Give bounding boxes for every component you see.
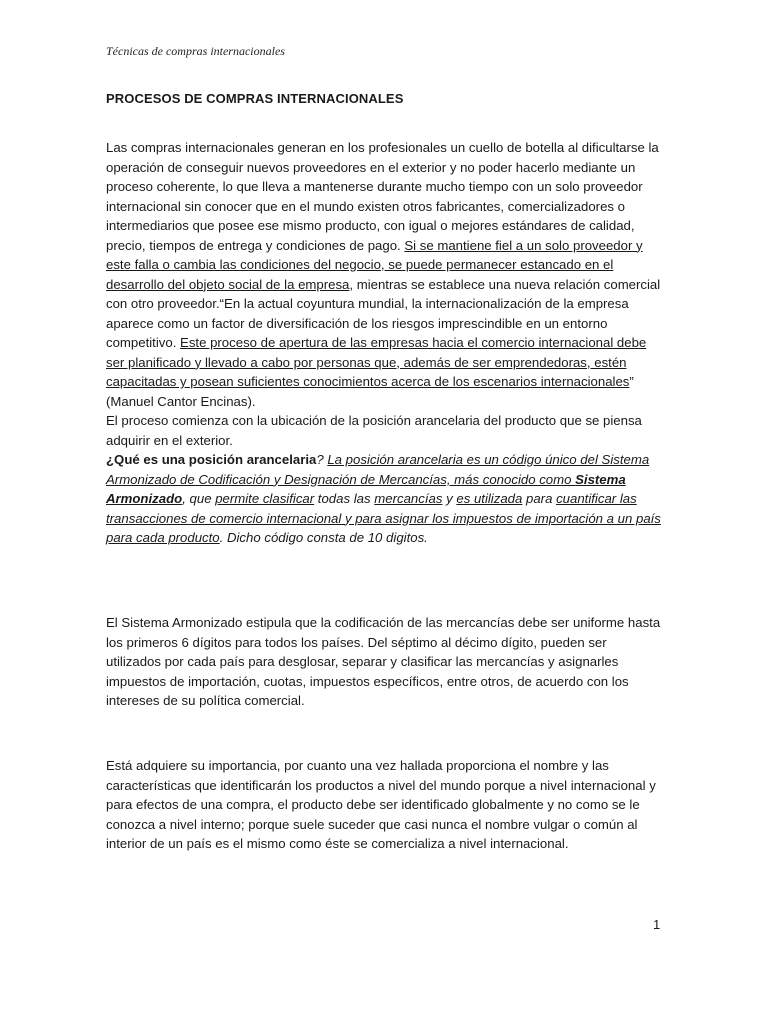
text-run: Este proceso de apertura de las empresas hacia el comercio internacional debe ser planificado y llevado a cabo por personas que, además de ser emprendedoras, estén capacitadas y posean suficientes conocimientos acerca de los escenarios internacionales (106, 335, 647, 389)
paragraph-importance (106, 756, 662, 854)
section-title: PROCESOS DE COMPRAS INTERNACIONALES (106, 91, 404, 106)
text-run: El proceso comienza con la ubicación de la posición arancelaria del producto que se piensa adquirir en el exterior. (106, 413, 642, 448)
text-run: mercancías (374, 491, 443, 506)
text-run: Si se mantiene fiel a un solo proveedor y este falla o cambia las condiciones del negocio, se puede permanecer estancado en el desarrollo del objeto social de la empresa (106, 237, 643, 292)
text-run: . Dicho código consta de 10 digitos. (219, 530, 428, 545)
paragraph-definition (106, 450, 662, 548)
text-run: ¿Qué es una posición arancelaria (106, 452, 317, 467)
paragraph-process (106, 411, 662, 450)
page-header: Técnicas de compras internacionales (106, 44, 285, 58)
text-run: para (522, 491, 557, 506)
text-run: , que (182, 491, 216, 506)
text-run: Sistema Armonizado (106, 471, 626, 506)
text-run: El Sistema Armonizado estipula que la codificación de las mercancías debe ser uniforme hasta los primeros 6 dígitos para todos los países. Del séptimo al décimo dígito, pueden ser utilizados por cada país para desglosar, separar y clasificar las mercancías y asignarles impuestos de importación, cuotas, impuestos específicos, entre otros, de acuerdo con los intereses de su política comercial. (106, 615, 661, 708)
text-run: Está adquiere su importancia, por cuanto una vez hallada proporciona el nombre y las características que identificarán los productos a nivel del mundo porque a nivel internacional y para efectos de una compra, el producto debe ser identificado globalmente y no como se le conozca a nivel interno; porque suele suceder que casi nunca el nombre vulgar o común al interior de un país es el mismo como éste se comercializa a nivel internacional. (106, 758, 656, 851)
page-number: 1 (653, 917, 661, 932)
text-run: La posición arancelaria es un código único del Sistema Armonizado de Codificación y Designación de Mercancías, más conocido como (106, 452, 650, 487)
text-run: permite clasificar (215, 491, 315, 506)
text-run: ” (Manuel Cantor Encinas). (106, 374, 634, 409)
text-run: y (442, 491, 457, 506)
paragraph-harmonized-system (106, 613, 662, 711)
text-run: Las compras internacionales generan en los profesionales un cuello de botella al dificultarse la operación de conseguir nuevos proveedores en el exterior y no poder hacerlo mediante un proceso coherente, lo que lleva a mantenerse durante mucho tiempo con un solo proveedor internacional sin conocer que en el mundo existen otros fabricantes, comercializadores o intermediarios que posee ese mismo producto, con igual o mejores estándares de calidad, precio, tiempos de entrega y condiciones de pago. (106, 140, 659, 253)
body-text-intro (106, 138, 662, 548)
paragraph-intro (106, 138, 662, 411)
text-run: todas las (314, 491, 375, 506)
text-run: cuantificar las transacciones de comercio internacional y para asignar los impuestos de importación a un país para cada producto (106, 491, 661, 545)
text-run: , mientras se establece una nueva relación comercial con otro proveedor.“En la actual coyuntura mundial, la internacionalización de la empresa aparece como un factor de diversificación de los riesgos imprescindible en un entorno competitivo. (106, 276, 661, 350)
text-run: ? (316, 452, 328, 467)
text-run: es utilizada (456, 491, 523, 506)
